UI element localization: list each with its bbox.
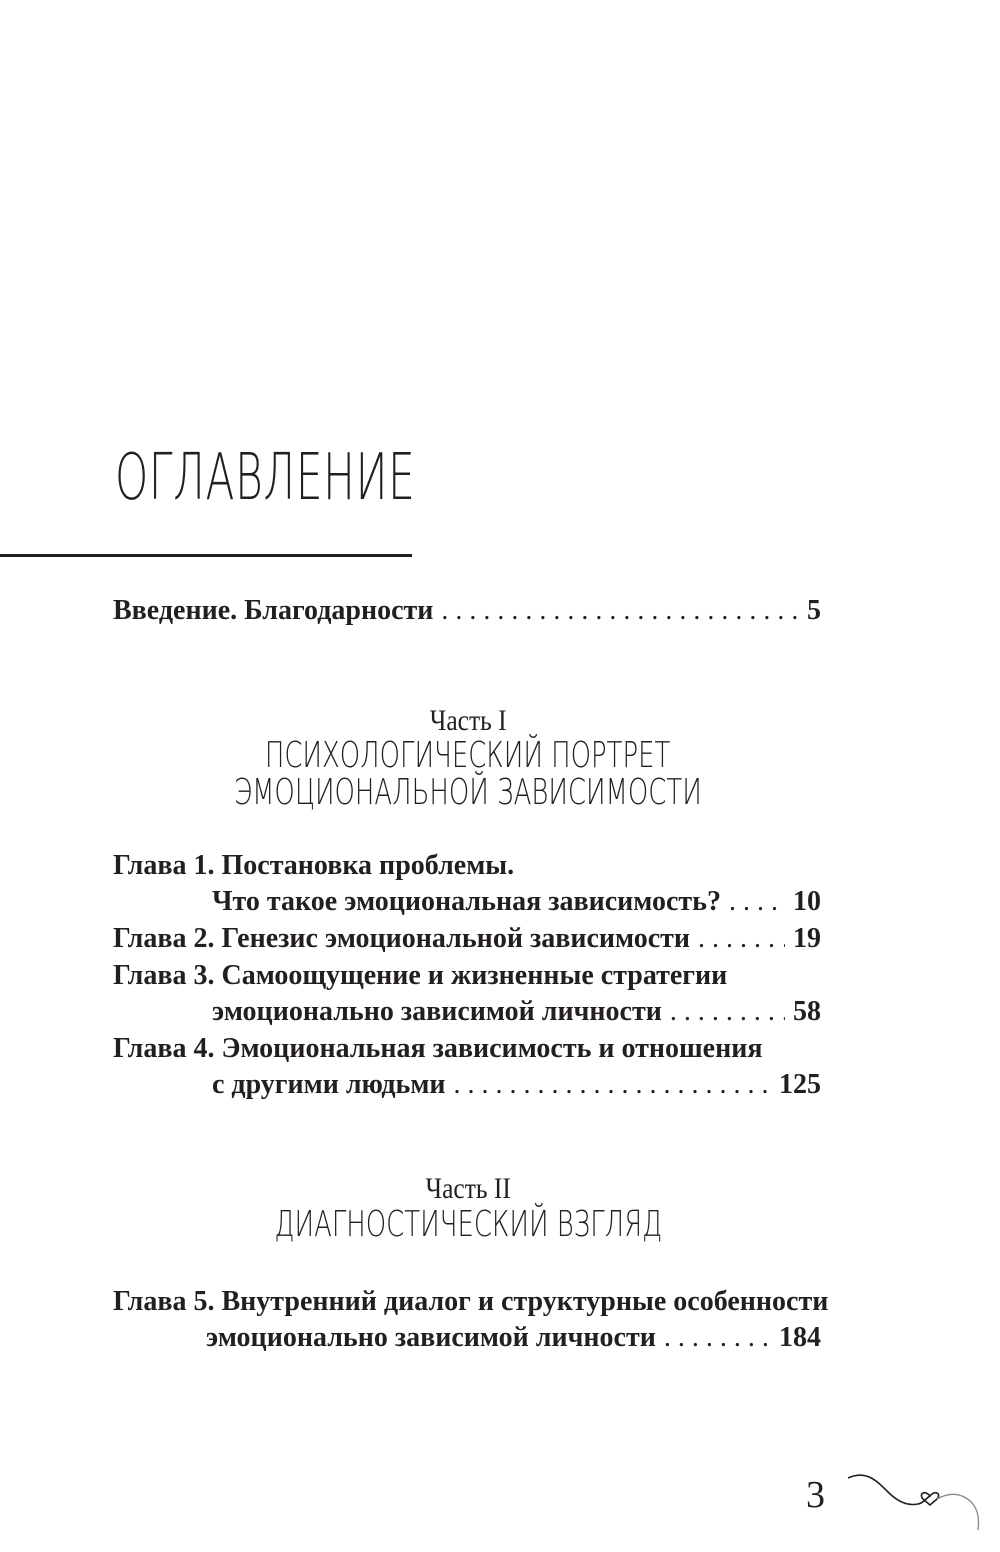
dot-leader: [729, 884, 785, 920]
toc-entry-chapter-4[interactable]: [212, 1067, 821, 1103]
toc-page-number: 5: [807, 595, 821, 626]
toc-page-number: 125: [779, 1069, 821, 1100]
toc-entry-chapter-4-line1[interactable]: Глава 4. Эмоциональная зависимость и отношения: [113, 1033, 763, 1064]
page-title: ОГЛАВЛЕНИЕ: [115, 441, 416, 515]
page-number: 3: [806, 1474, 825, 1516]
part-label: Часть I: [429, 704, 507, 737]
dot-leader: [664, 1320, 771, 1356]
part-title-line: ЭМОЦИОНАЛЬНОЙ ЗАВИСИМОСТИ: [234, 772, 702, 813]
toc-entry-label: эмоционально зависимой личности: [206, 1322, 656, 1353]
toc-entry-label: Введение. Благодарности: [113, 595, 434, 626]
toc-entry-chapter-5[interactable]: [206, 1320, 821, 1356]
toc-entry-label: эмоционально зависимой личности: [212, 996, 662, 1027]
toc-entry-chapter-3-line1[interactable]: Глава 3. Самоощущение и жизненные стратегии: [113, 960, 728, 991]
toc-page-number: 19: [793, 923, 821, 954]
toc-page-number: 58: [793, 996, 821, 1027]
toc-entry-label: Глава 2. Генезис эмоциональной зависимости: [113, 923, 691, 954]
part-title-line: ДИАГНОСТИЧЕСКИЙ ВЗГЛЯД: [274, 1204, 662, 1245]
toc-entry-intro[interactable]: [113, 593, 821, 629]
part-label: Часть II: [425, 1172, 511, 1205]
toc-entry-chapter-5-line1[interactable]: Глава 5. Внутренний диалог и структурные особенности: [113, 1286, 829, 1317]
toc-entry-chapter-2[interactable]: [113, 921, 821, 957]
dot-leader: [670, 994, 785, 1030]
toc-entry-label: с другими людьми: [212, 1069, 446, 1100]
part-title-line: ПСИХОЛОГИЧЕСКИЙ ПОРТРЕТ: [265, 735, 671, 776]
toc-entry-chapter-1[interactable]: [212, 884, 821, 920]
dot-leader: [698, 921, 785, 957]
toc-entry-chapter-3[interactable]: [212, 994, 821, 1030]
toc-page-number: 184: [779, 1322, 821, 1353]
toc-entry-label: Что такое эмоциональная зависимость?: [212, 886, 721, 917]
title-underline: [0, 554, 412, 557]
toc-entry-chapter-1-line1[interactable]: Глава 1. Постановка проблемы.: [113, 850, 515, 881]
dot-leader: [441, 593, 799, 629]
dot-leader: [454, 1067, 771, 1103]
heart-flourish-icon: [846, 1468, 996, 1538]
toc-page-number: 10: [793, 886, 821, 917]
